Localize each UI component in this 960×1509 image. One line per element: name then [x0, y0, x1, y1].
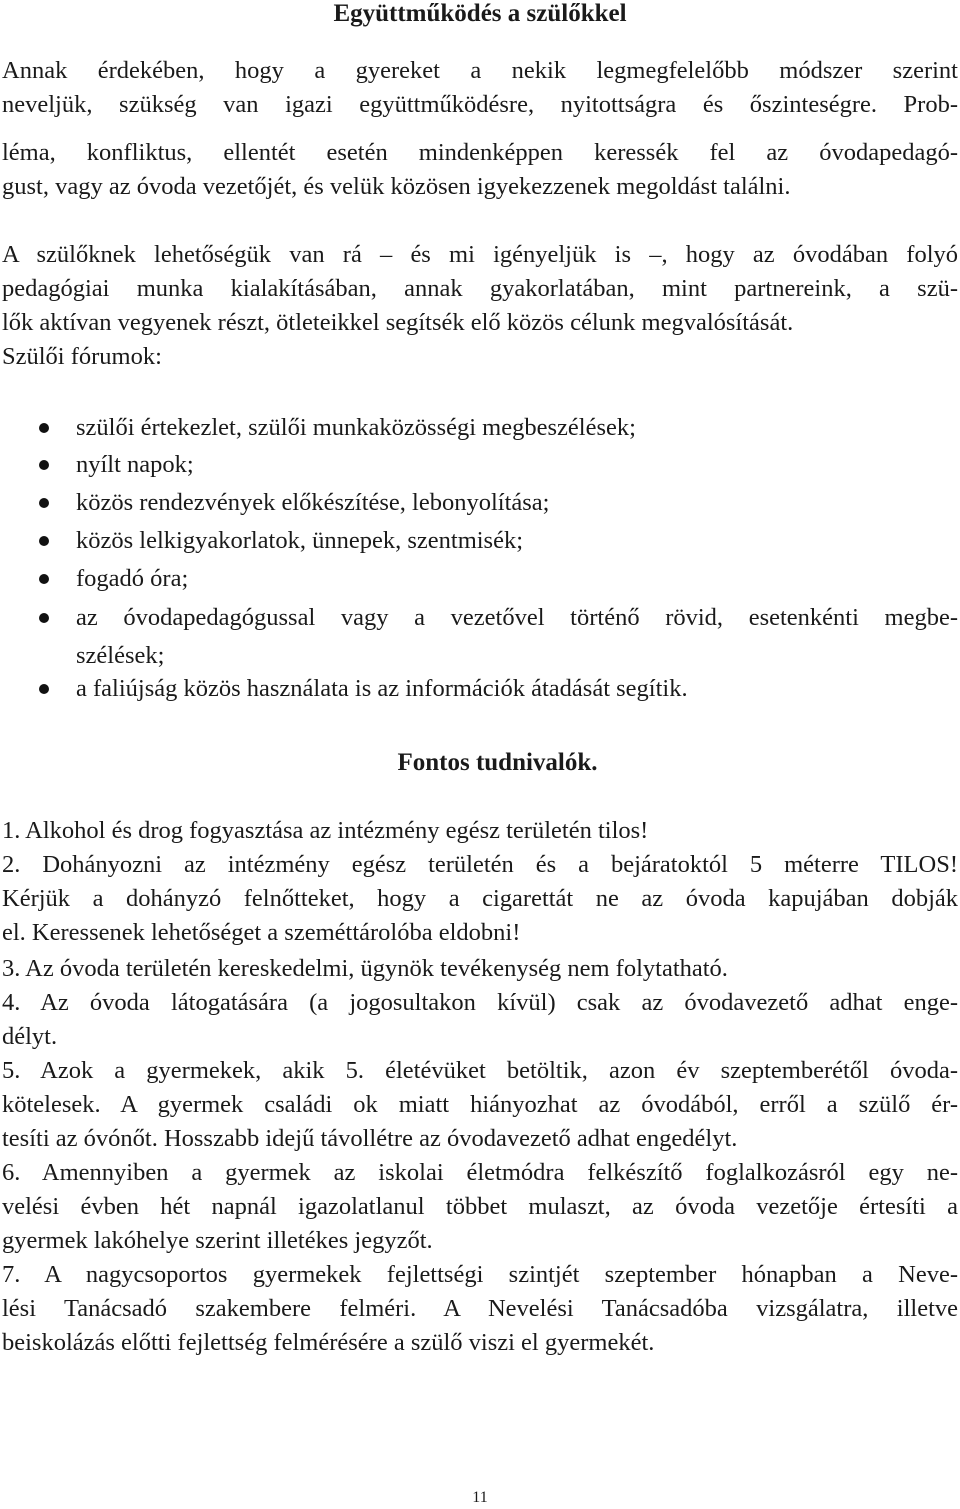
page-number: 11	[472, 1489, 488, 1506]
paragraph-line: A szülőknek lehetőségük van rá – és mi igényeljük is –, hogy az óvodában folyó	[2, 241, 958, 268]
bullet-icon	[39, 460, 49, 470]
list-item: közös lelkigyakorlatok, ünnepek, szentmisék;	[76, 527, 524, 554]
list-item: nyílt napok;	[76, 451, 194, 478]
rule-line: gyermek lakóhelye szerint illetékes jegyzőt.	[2, 1227, 433, 1254]
list-item: a faliújság közös használata is az információk átadását segítik.	[76, 675, 688, 702]
bullet-icon	[39, 684, 49, 694]
list-item-continuation: szélések;	[76, 642, 165, 669]
intro-line: gust, vagy az óvoda vezetőjét, és velük közösen igyekezzenek megoldást találni.	[2, 173, 791, 200]
rule-line: 7. A nagycsoportos gyermekek fejlettségi szintjét szeptember hónapban a Neve-	[2, 1261, 958, 1288]
page-title: Együttműködés a szülőkkel	[333, 0, 627, 27]
rule-line: 6. Amennyiben a gyermek az iskolai életmódra felkészítő foglalkozásról egy ne-	[2, 1159, 958, 1186]
rule-line: kötelesek. A gyermek családi ok miatt hiányozhat az óvodából, erről a szülő ér-	[2, 1091, 958, 1118]
bullet-icon	[39, 536, 49, 546]
rule-line: el. Keressenek lehetőséget a szeméttárolóba eldobni!	[2, 919, 521, 946]
list-item: az óvodapedagógussal vagy a vezetővel történő rövid, esetenkénti megbe-	[76, 604, 958, 631]
rule-line: lési Tanácsadó szakembere felméri. A Nevelési Tanácsadóba vizsgálatra, illetve	[2, 1295, 958, 1322]
paragraph-line: pedagógiai munka kialakításában, annak gyakorlatában, mint partnereink, a szü-	[2, 275, 958, 302]
list-item: közös rendezvények előkészítése, lebonyolítása;	[76, 489, 550, 516]
bullet-icon	[39, 498, 49, 508]
rule-line: 5. Azok a gyermekek, akik 5. életévüket betöltik, azon év szeptemberétől óvoda-	[2, 1057, 958, 1084]
rule-line: 3. Az óvoda területén kereskedelmi, ügynök tevékenység nem folytatható.	[2, 955, 728, 982]
rule-line: délyt.	[2, 1023, 58, 1050]
intro-line: léma, konfliktus, ellentét esetén mindenképpen keressék fel az óvodapedagó-	[2, 139, 958, 166]
rule-line: 4. Az óvoda látogatására (a jogosultakon kívül) csak az óvodavezető adhat enge-	[2, 989, 958, 1016]
rule-line: velési évben hét napnál igazolatlanul többet mulaszt, az óvoda vezetője értesíti a	[2, 1193, 958, 1220]
bullet-icon	[39, 613, 49, 623]
intro-line: Annak érdekében, hogy a gyereket a nekik legmegfelelőbb módszer szerint	[2, 57, 958, 84]
bullet-icon	[39, 423, 49, 433]
intro-line: neveljük, szükség van igazi együttműködésre, nyitottságra és őszinteségre. Prob-	[2, 91, 958, 118]
rule-line: 1. Alkohol és drog fogyasztása az intézmény egész területén tilos!	[2, 817, 649, 844]
rule-line: 2. Dohányozni az intézmény egész területén és a bejáratoktól 5 méterre TILOS!	[2, 851, 958, 878]
paragraph-line: lők aktívan vegyenek részt, ötleteikkel segítsék elő közös célunk megvalósítását.	[2, 309, 794, 336]
rule-line: Kérjük a dohányzó felnőtteket, hogy a cigarettát ne az óvoda kapujában dobják	[2, 885, 958, 912]
rule-line: tesíti az óvónőt. Hosszabb idejű távollétre az óvodavezető adhat engedélyt.	[2, 1125, 738, 1152]
bullet-icon	[39, 574, 49, 584]
list-item: fogadó óra;	[76, 565, 189, 592]
section-subtitle: Fontos tudnivalók.	[397, 749, 598, 776]
list-item: szülői értekezlet, szülői munkaközösségi megbeszélések;	[76, 414, 636, 441]
forums-heading: Szülői fórumok:	[2, 343, 162, 370]
rule-line: beiskolázás előtti fejlettség felmérésére a szülő viszi el gyermekét.	[2, 1329, 655, 1356]
